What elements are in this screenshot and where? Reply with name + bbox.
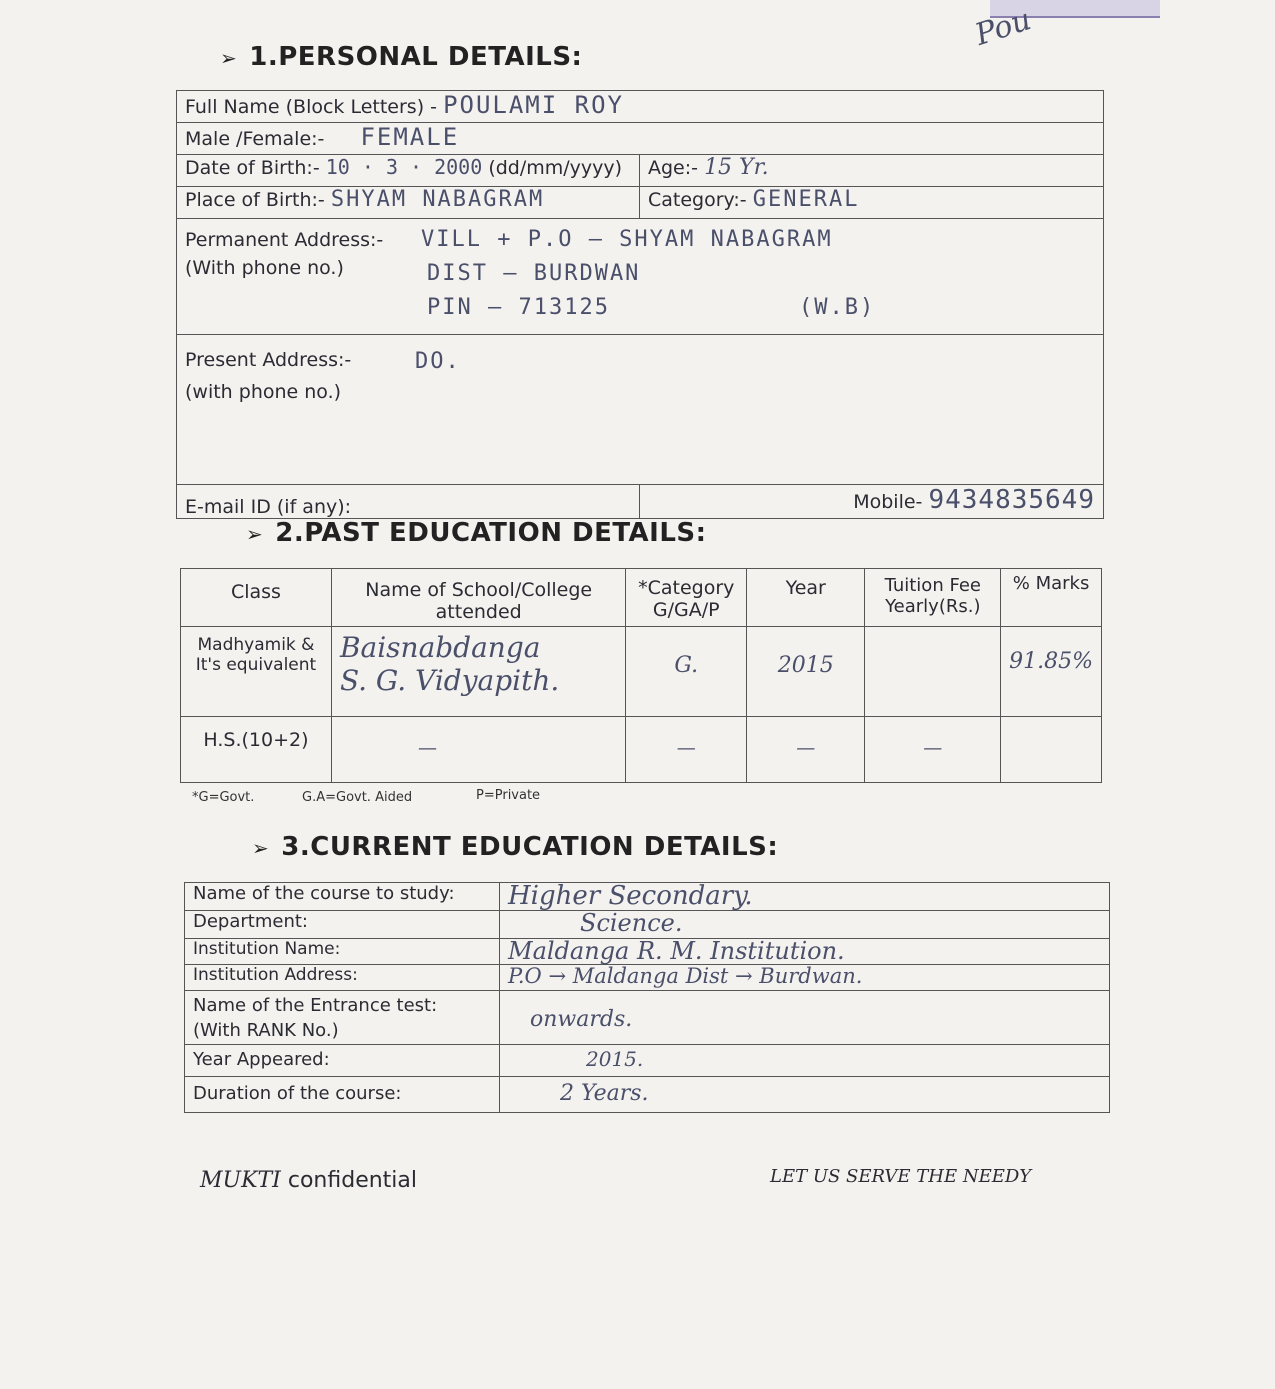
table-row bbox=[185, 883, 1110, 911]
arrow-bullet-icon: ➢ bbox=[252, 836, 270, 860]
key-private: P=Private bbox=[476, 788, 541, 803]
perm-address-line1: VILL + P.O — SHYAM NABAGRAM bbox=[421, 227, 833, 252]
row1-year: 2015 bbox=[747, 627, 865, 717]
institution-address-label: Institution Address: bbox=[185, 965, 500, 991]
dob-value: 10 · 3 · 2000 bbox=[325, 155, 483, 179]
table-row bbox=[185, 1045, 1110, 1077]
row2-year: — bbox=[747, 717, 865, 783]
course-value: Higher Secondary. bbox=[500, 883, 1110, 911]
corner-handwriting: Pou bbox=[970, 2, 1036, 53]
course-label: Name of the course to study: bbox=[185, 883, 500, 911]
current-education-table bbox=[184, 882, 1110, 1113]
present-address-value: DO. bbox=[415, 349, 461, 374]
present-address-cell: Present Address:- (with phone no.) DO. bbox=[177, 335, 1104, 485]
mobile-cell: Mobile- 9434835649 bbox=[640, 485, 1104, 519]
pob-cell: Place of Birth:- SHYAM NABAGRAM bbox=[177, 187, 640, 219]
table-row bbox=[181, 627, 1102, 717]
mobile-value: 9434835649 bbox=[928, 485, 1095, 515]
footer-brand: MUKTI bbox=[200, 1168, 281, 1193]
header-marks: % Marks bbox=[1001, 569, 1102, 627]
department-value: Science. bbox=[500, 911, 1110, 939]
pob-value: SHYAM NABAGRAM bbox=[330, 187, 545, 212]
department-label: Department: bbox=[185, 911, 500, 939]
header-year: Year bbox=[747, 569, 865, 627]
section-title-personal: ➢ 1.PERSONAL DETAILS: bbox=[220, 42, 583, 72]
header-category: *Category G/GA/P bbox=[626, 569, 747, 627]
email-cell: E-mail ID (if any): bbox=[177, 485, 640, 519]
row1-marks: 91.85% bbox=[1001, 627, 1102, 717]
table-row bbox=[185, 1077, 1110, 1113]
year-appeared-label: Year Appeared: bbox=[185, 1045, 500, 1077]
header-tuition: Tuition Fee Yearly(Rs.) bbox=[865, 569, 1001, 627]
perm-address-state: (W.B) bbox=[799, 295, 876, 320]
dob-cell: Date of Birth:- 10 · 3 · 2000 (dd/mm/yyyy) bbox=[177, 155, 640, 187]
row2-class: H.S.(10+2) bbox=[181, 717, 332, 783]
footer-motto: LET US SERVE THE NEEDY bbox=[770, 1166, 1032, 1187]
section-title-past: ➢ 2.PAST EDUCATION DETAILS: bbox=[246, 518, 707, 548]
gender-cell: Male /Female:- FEMALE bbox=[177, 123, 1104, 155]
arrow-bullet-icon: ➢ bbox=[246, 522, 264, 546]
perm-address-line2: DIST — BURDWAN bbox=[427, 261, 641, 286]
past-education-table bbox=[180, 568, 1102, 783]
table-row bbox=[185, 939, 1110, 965]
row1-category: G. bbox=[626, 627, 747, 717]
full-name-cell: Full Name (Block Letters) - POULAMI ROY bbox=[177, 91, 1104, 123]
header-school: Name of School/College attended bbox=[331, 569, 626, 627]
full-name-value: POULAMI ROY bbox=[443, 91, 625, 119]
year-appeared-value: 2015. bbox=[500, 1045, 1110, 1077]
personal-details-table bbox=[176, 90, 1104, 519]
header-class: Class bbox=[181, 569, 332, 627]
perm-address-line3: PIN — 713125 bbox=[427, 295, 610, 320]
row1-class: Madhyamik & It's equivalent bbox=[181, 627, 332, 717]
row2-marks bbox=[1001, 717, 1102, 783]
table-row bbox=[185, 965, 1110, 991]
category-cell: Category:- GENERAL bbox=[640, 187, 1104, 219]
category-value: GENERAL bbox=[752, 187, 860, 212]
institution-address-value: P.O → Maldanga Dist → Burdwan. bbox=[500, 965, 1110, 991]
row2-category: — bbox=[626, 717, 747, 783]
table-row bbox=[185, 991, 1110, 1045]
row1-tuition bbox=[865, 627, 1001, 717]
table-row bbox=[181, 717, 1102, 783]
age-cell: Age:- 15 Yr. bbox=[640, 155, 1104, 187]
footer-confidential: MUKTI confidential bbox=[200, 1168, 417, 1193]
key-govt-aided: G.A=Govt. Aided bbox=[302, 790, 413, 805]
table-row bbox=[185, 911, 1110, 939]
row1-school: Baisnabdanga S. G. Vidyapith. bbox=[331, 627, 626, 717]
duration-value: 2 Years. bbox=[500, 1077, 1110, 1113]
arrow-bullet-icon: ➢ bbox=[220, 46, 238, 70]
row2-school: — bbox=[331, 717, 626, 783]
section-title-current: ➢ 3.CURRENT EDUCATION DETAILS: bbox=[252, 832, 779, 862]
entrance-test-value: onwards. bbox=[500, 991, 1110, 1045]
institution-name-value: Maldanga R. M. Institution. bbox=[500, 939, 1110, 965]
key-govt: *G=Govt. bbox=[192, 790, 255, 805]
row2-tuition: — bbox=[865, 717, 1001, 783]
gender-value: FEMALE bbox=[360, 123, 460, 151]
age-value: 15 Yr. bbox=[704, 155, 769, 180]
institution-name-label: Institution Name: bbox=[185, 939, 500, 965]
entrance-test-label: Name of the Entrance test: (With RANK No.) bbox=[185, 991, 500, 1045]
duration-label: Duration of the course: bbox=[185, 1077, 500, 1113]
permanent-address-cell: Permanent Address:- (With phone no.) VILL + P.O — SHYAM NABAGRAM DIST — BURDWAN PIN — 713125 (W.B) bbox=[177, 219, 1104, 335]
